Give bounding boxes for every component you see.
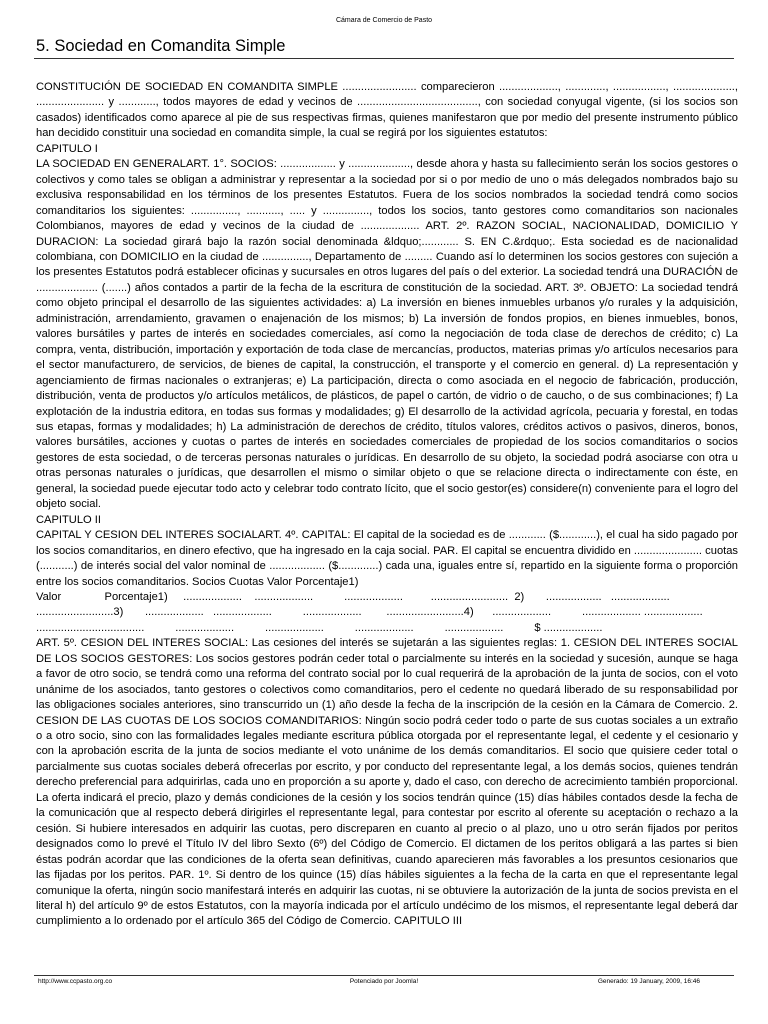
capital-paragraph: CAPITAL Y CESION DEL INTERES SOCIALART. 4º. CAPITAL: El capital de la sociedad es de ............ ($............), el cual ha sido pagado por los socios comanditarios, en dinero efectivo, que ha ingresado en la caja social. PAR. El capital se encuentra dividido en ...................... cuotas (...........) de interés social del valor nominal de .................. ($.............) cada una, iguales entre sí, repartido en la siguiente forma o proporción entre los socios comanditarios. Socios Cuotas Valor Porcentaje1) [36,529,738,588]
running-header: Cámara de Comercio de Pasto [335,17,433,24]
intro-paragraph: CONSTITUCIÓN DE SOCIEDAD EN COMANDITA SIMPLE ........................ comparecieron ..................., ............., ................., ...................., ...................... y ............, todos mayores de edad y vecinos de ......................................., con sociedad conyugal vigente, (si los socios son casados) identificados como aparece al pie de sus respectivas firmas, quienes manifestaron que por medio del presente instrumento público han decidido constituir una sociedad en comandita simple, la cual se regirá por los siguientes estatutos: [36,81,738,140]
title-divider [34,58,734,59]
shares-table-line: ................................... ................... ................... ................... ................... $ ................... [36,621,603,634]
footer-powered-by: Potenciado por Joomla! [349,978,419,985]
document-title: 5. Sociedad en Comandita Simple [36,37,286,55]
document-body [36,80,738,930]
chapter-heading: CAPITULO II [36,513,101,526]
footer-divider [34,975,734,976]
footer-generated-date: Generado: 19 January, 2009, 16:46 [597,978,700,985]
footer-url-link[interactable]: http://www.ccpasto.org.co [38,978,113,985]
shares-table-line: .........................3) ................... ................... ................... .........................4) ................... ................... ................... [36,606,703,619]
shares-table-line: Valor Porcentaje1) ................... ................... ................... ......................... 2) .................. ................... [36,590,670,603]
assignment-paragraph: ART. 5º. CESION DEL INTERES SOCIAL: Las cesiones del interés se sujetarán a las siguientes reglas: 1. CESION DEL INTERES SOCIAL DE LOS SOCIOS GESTORES: Los socios gestores podrán ceder total o parcialmente su interés en la sociedad y sucesión, aunque se haga a favor de otro socio, se tendrá como una reforma del contrato social por lo cual requerirá de la aprobación de la junta de socios, con el voto unánime de los asociados, tanto gestores o colectivos como comanditarios, pero el cedente no quedará liberado de su responsabilidad por las obligaciones sociales anteriores, sino transcurrido un (1) año desde la fecha de la inscripción de la cesión en la Cámara de Comercio. 2. CESION DE LAS CUOTAS DE LOS SOCIOS COMANDITARIOS: Ningún socio podrá ceder todo o parte de sus cuotas sociales a un extraño o a otro socio, sino con las formalidades legales mediante escritura pública otorgada por el representante legal, el cedente y el cesionario y con la aprobación escrita de la junta de socios mediante el voto unánime de los demás comanditarios. El socio que quisiere ceder total o parcialmente sus cuotas sociales deberá ofrecerlas por escrito, y por conducto del representante legal, a los demás socios, quienes tendrán derecho preferencial para adquirirlas, cada uno en proporción a su aporte y, dado el caso, con derecho de acrecimiento también proporcional. La oferta indicará el precio, plazo y demás condiciones de la cesión y los socios tendrán quince (15) días hábiles contados desde la fecha de la comunicación que al respecto deberá dirigirles el representante legal, para contestar por escrito al oferente su aceptación o rechazo a la cesión. Si hubiere interesados en adquirir las cuotas, pero discreparen en cuanto al precio o al plazo, uno u otro serán fijados por peritos designados como lo prevé el Título IV del libro Sexto (6º) del Código de Comercio. El dictamen de los peritos obligará a las partes si bien éstas podrán acordar que las condiciones de la oferta sean definitivas, cuando aparecieren más favorables a los presuntos cesionarios que las fijadas por los peritos. PAR. 1º. Si dentro de los quince (15) días hábiles siguientes a la fecha de la carta en que el representante legal comunique la oferta, ningún socio manifestará interés en adquirir las cuotas, ni se obtuviere la autorización de la junta de socios prevista en el literal h) del artículo 9º de estos Estatutos, con la mayoría indicada por el artículo undécimo de los mismos, el representante legal deberá dar cumplimiento a lo ordenado por el artículo 365 del Código de Comercio. CAPITULO III [36,637,738,928]
article-paragraph: LA SOCIEDAD EN GENERALART. 1°. SOCIOS: .................. y ...................., desde ahora y hasta su fallecimiento serán los socios gestores o colectivos y como tales se obligan a administrar y representar a la sociedad por si o por medio de uno o más delegados nombrados bajo su exclusiva responsabilidad en los términos de los presentes Estatutos. Fuera de los socios nombrados la sociedad tendrá como socios comanditarios los siguientes: ..............., ..........., ..... y ..............., todos los socios, tanto gestores como comanditarios son nacionales Colombianos, mayores de edad y vecinos de la ciudad de ................... ART. 2º. RAZON SOCIAL, NACIONALIDAD, DOMICILIO Y DURACION: La sociedad girará bajo la razón social denominada &ldquo;............ S. EN C.&rdquo;. Esta sociedad es de nacionalidad colombiana, con DOMICILIO en la ciudad de ..............., Departamento de ......... Cuando así lo determinen los socios gestores con sujeción a los presentes Estatutos podrá establecer oficinas y sucursales en otros lugares del país o del exterior. La sociedad tendrá una DURACIÓN de .................... (.......) años contados a partir de la fecha de la escritura de constitución de la sociedad. ART. 3º. OBJETO: La sociedad tendrá como objeto principal el desarrollo de las siguientes actividades: a) La inversión en bienes inmuebles urbanos y/o rurales y la adquisición, administración, arrendamiento, gravamen o enajenación de los mismos; b) La inversión de fondos propios, en bienes inmuebles, bonos, valores bursátiles y partes de interés en sociedades comerciales, así como la negociación de toda clase de derechos de crédito; c) La compra, venta, distribución, importación y exportación de toda clase de mercancías, productos, materias primas y/o artículos necesarios para el sector manufacturero, de servicios, de bienes de capital, la construcción, el transporte y el comercio en general. d) La representación y agenciamiento de firmas nacionales o extranjeras; e) La participación, directa o como asociada en el negocio de fabricación, producción, distribución, venta de productos y/o artículos metálicos, de plásticos, de papel o cartón, de vidrio o de caucho, o de sus combinaciones; f) La explotación de la industria editora, en todas sus formas y modalidades; g) El desarrollo de la actividad agrícola, pecuaria y forestal, en todas sus etapas, formas y modalidades; h) La administración de derechos de crédito, títulos valores, créditos activos o pasivos, dineros, bonos, valores bursátiles, acciones y cuotas o partes de interés en sociedades comerciales de propiedad de los socios comanditarios o socios gestores de esta sociedad, o de terceras personas naturales o jurídicas. En desarrollo de su objeto, la sociedad podrá asociarse con otra u otras personas naturales o jurídicas, que desarrollen el mismo o similar objeto o que se relacione directa o indirectamente con éste, en general, la sociedad puede ejecutar todo acto y celebrar todo contrato lícito, que el socio gestor(es) considere(n) conveniente para el logro del objeto social. [36,158,738,511]
chapter-heading: CAPITULO I [36,142,98,155]
